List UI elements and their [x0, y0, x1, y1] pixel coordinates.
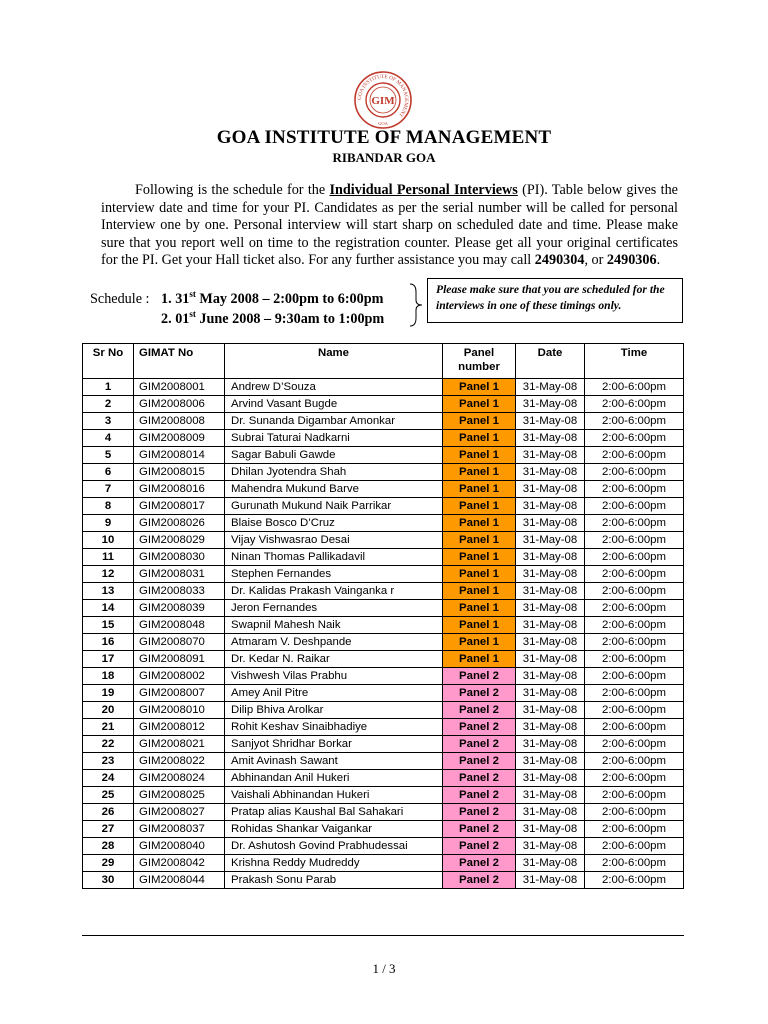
table-row [83, 430, 684, 447]
cell-time: 2:00-6:00pm [585, 804, 684, 821]
cell-name: Ninan Thomas Pallikadavil [225, 549, 443, 566]
cell-gimat: GIM2008015 [134, 464, 225, 481]
cell-name: Andrew D’Souza [225, 379, 443, 396]
cell-date: 31-May-08 [516, 736, 585, 753]
cell-gimat: GIM2008033 [134, 583, 225, 600]
cell-sr: 2 [83, 396, 134, 413]
cell-gimat: GIM2008021 [134, 736, 225, 753]
cell-name: Vishwesh Vilas Prabhu [225, 668, 443, 685]
cell-name: Prakash Sonu Parab [225, 872, 443, 889]
cell-time: 2:00-6:00pm [585, 685, 684, 702]
cell-gimat: GIM2008040 [134, 838, 225, 855]
logo-place: GOA [378, 121, 388, 126]
cell-time: 2:00-6:00pm [585, 583, 684, 600]
cell-date: 31-May-08 [516, 855, 585, 872]
logo-ring-text: GOA INSTITUTE OF MANAGEMENT [356, 73, 410, 118]
cell-panel: Panel 1 [443, 430, 516, 447]
cell-gimat: GIM2008026 [134, 515, 225, 532]
cell-gimat: GIM2008042 [134, 855, 225, 872]
cell-gimat: GIM2008039 [134, 600, 225, 617]
cell-sr: 3 [83, 413, 134, 430]
cell-gimat: GIM2008027 [134, 804, 225, 821]
cell-panel: Panel 1 [443, 396, 516, 413]
cell-name: Stephen Fernandes [225, 566, 443, 583]
cell-name: Dr. Sunanda Digambar Amonkar [225, 413, 443, 430]
schedule-item-2: 2. 01st June 2008 – 9:30am to 1:00pm [161, 309, 385, 327]
cell-date: 31-May-08 [516, 821, 585, 838]
cell-name: Swapnil Mahesh Naik [225, 617, 443, 634]
intro-paragraph [101, 182, 678, 270]
cell-gimat: GIM2008024 [134, 770, 225, 787]
cell-gimat: GIM2008025 [134, 787, 225, 804]
schedule-brace [408, 280, 426, 330]
table-row [83, 821, 684, 838]
cell-sr: 24 [83, 770, 134, 787]
cell-sr: 18 [83, 668, 134, 685]
cell-sr: 28 [83, 838, 134, 855]
cell-gimat: GIM2008022 [134, 753, 225, 770]
cell-panel: Panel 1 [443, 617, 516, 634]
cell-sr: 14 [83, 600, 134, 617]
cell-name: Gurunath Mukund Naik Parrikar [225, 498, 443, 515]
cell-panel: Panel 2 [443, 804, 516, 821]
table-row [83, 651, 684, 668]
cell-panel: Panel 1 [443, 634, 516, 651]
cell-sr: 7 [83, 481, 134, 498]
footer-rule [82, 935, 684, 936]
table-row [83, 413, 684, 430]
cell-gimat: GIM2008007 [134, 685, 225, 702]
col-header-panel: Panel number [443, 344, 516, 379]
cell-date: 31-May-08 [516, 872, 585, 889]
col-header-time: Time [585, 344, 684, 379]
cell-panel: Panel 1 [443, 413, 516, 430]
cell-name: Mahendra Mukund Barve [225, 481, 443, 498]
cell-sr: 1 [83, 379, 134, 396]
cell-panel: Panel 1 [443, 583, 516, 600]
cell-gimat: GIM2008009 [134, 430, 225, 447]
cell-time: 2:00-6:00pm [585, 719, 684, 736]
cell-name: Jeron Fernandes [225, 600, 443, 617]
cell-gimat: GIM2008070 [134, 634, 225, 651]
cell-sr: 22 [83, 736, 134, 753]
institute-title: GOA INSTITUTE OF MANAGEMENT [216, 127, 552, 148]
cell-sr: 5 [83, 447, 134, 464]
cell-panel: Panel 2 [443, 685, 516, 702]
cell-name: Dr. Kedar N. Raikar [225, 651, 443, 668]
schedule-label: Schedule : [90, 291, 150, 307]
cell-name: Atmaram V. Deshpande [225, 634, 443, 651]
cell-time: 2:00-6:00pm [585, 498, 684, 515]
cell-panel: Panel 2 [443, 770, 516, 787]
cell-time: 2:00-6:00pm [585, 753, 684, 770]
cell-panel: Panel 1 [443, 651, 516, 668]
cell-sr: 9 [83, 515, 134, 532]
cell-time: 2:00-6:00pm [585, 413, 684, 430]
gim-logo [353, 70, 413, 130]
cell-sr: 11 [83, 549, 134, 566]
cell-time: 2:00-6:00pm [585, 838, 684, 855]
col-header-gimat: GIMAT No [134, 344, 225, 379]
col-header-sr: Sr No [83, 344, 134, 379]
table-row [83, 855, 684, 872]
cell-name: Krishna Reddy Mudreddy [225, 855, 443, 872]
table-row [83, 396, 684, 413]
cell-time: 2:00-6:00pm [585, 549, 684, 566]
cell-name: Dr. Ashutosh Govind Prabhudessai [225, 838, 443, 855]
cell-panel: Panel 1 [443, 515, 516, 532]
cell-gimat: GIM2008030 [134, 549, 225, 566]
cell-gimat: GIM2008017 [134, 498, 225, 515]
cell-gimat: GIM2008008 [134, 413, 225, 430]
cell-name: Amey Anil Pitre [225, 685, 443, 702]
cell-date: 31-May-08 [516, 651, 585, 668]
cell-time: 2:00-6:00pm [585, 396, 684, 413]
cell-date: 31-May-08 [516, 498, 585, 515]
cell-panel: Panel 1 [443, 481, 516, 498]
table-row [83, 379, 684, 396]
cell-sr: 8 [83, 498, 134, 515]
cell-time: 2:00-6:00pm [585, 430, 684, 447]
cell-sr: 25 [83, 787, 134, 804]
col-header-date: Date [516, 344, 585, 379]
cell-gimat: GIM2008014 [134, 447, 225, 464]
cell-time: 2:00-6:00pm [585, 634, 684, 651]
cell-sr: 15 [83, 617, 134, 634]
cell-time: 2:00-6:00pm [585, 872, 684, 889]
cell-gimat: GIM2008012 [134, 719, 225, 736]
cell-name: Dr. Kalidas Prakash Vainganka r [225, 583, 443, 600]
cell-sr: 20 [83, 702, 134, 719]
cell-date: 31-May-08 [516, 617, 585, 634]
intro-highlight: Individual Personal Interviews [329, 182, 518, 198]
table-row [83, 515, 684, 532]
table-row [83, 702, 684, 719]
table-header-row [83, 344, 684, 379]
table-row [83, 719, 684, 736]
cell-date: 31-May-08 [516, 804, 585, 821]
cell-time: 2:00-6:00pm [585, 566, 684, 583]
cell-panel: Panel 2 [443, 821, 516, 838]
cell-sr: 30 [83, 872, 134, 889]
cell-date: 31-May-08 [516, 770, 585, 787]
cell-panel: Panel 1 [443, 498, 516, 515]
table-row [83, 804, 684, 821]
interview-schedule-table [82, 343, 684, 889]
cell-panel: Panel 2 [443, 719, 516, 736]
phone-number-1: 2490304 [534, 252, 585, 269]
cell-time: 2:00-6:00pm [585, 617, 684, 634]
cell-panel: Panel 1 [443, 600, 516, 617]
cell-date: 31-May-08 [516, 413, 585, 430]
cell-gimat: GIM2008031 [134, 566, 225, 583]
cell-time: 2:00-6:00pm [585, 821, 684, 838]
intro-sep: , or [584, 252, 607, 269]
cell-date: 31-May-08 [516, 668, 585, 685]
cell-sr: 6 [83, 464, 134, 481]
cell-panel: Panel 2 [443, 855, 516, 872]
cell-date: 31-May-08 [516, 379, 585, 396]
cell-sr: 19 [83, 685, 134, 702]
table-row [83, 685, 684, 702]
cell-date: 31-May-08 [516, 430, 585, 447]
table-row [83, 583, 684, 600]
cell-date: 31-May-08 [516, 515, 585, 532]
cell-panel: Panel 2 [443, 872, 516, 889]
cell-panel: Panel 2 [443, 702, 516, 719]
table-row [83, 600, 684, 617]
table-row [83, 464, 684, 481]
cell-panel: Panel 1 [443, 549, 516, 566]
table-row [83, 447, 684, 464]
cell-gimat: GIM2008006 [134, 396, 225, 413]
table-row [83, 838, 684, 855]
cell-date: 31-May-08 [516, 583, 585, 600]
cell-sr: 10 [83, 532, 134, 549]
cell-date: 31-May-08 [516, 396, 585, 413]
cell-time: 2:00-6:00pm [585, 447, 684, 464]
intro-end: . [656, 252, 661, 269]
table-row [83, 736, 684, 753]
intro-text-2: (PI). Table below gives the interview date and time for your PI. Candidates as per the serial number will be called for personal Interview one by one. Personal interview will start sharp on scheduled date and time. Please make sure that you report well on time to the registration counter. Please get all your original certificates for the PI. Get your Hall ticket also. For any further assistance you may call [101, 182, 678, 269]
table-row [83, 481, 684, 498]
cell-date: 31-May-08 [516, 702, 585, 719]
cell-date: 31-May-08 [516, 464, 585, 481]
cell-date: 31-May-08 [516, 753, 585, 770]
cell-panel: Panel 2 [443, 787, 516, 804]
cell-sr: 12 [83, 566, 134, 583]
cell-sr: 16 [83, 634, 134, 651]
cell-name: Dhilan Jyotendra Shah [225, 464, 443, 481]
schedule-block [90, 289, 384, 329]
cell-date: 31-May-08 [516, 549, 585, 566]
table-row [83, 872, 684, 889]
cell-gimat: GIM2008029 [134, 532, 225, 549]
table-row [83, 532, 684, 549]
table-row [83, 634, 684, 651]
cell-panel: Panel 1 [443, 532, 516, 549]
cell-date: 31-May-08 [516, 719, 585, 736]
cell-time: 2:00-6:00pm [585, 515, 684, 532]
cell-date: 31-May-08 [516, 566, 585, 583]
cell-panel: Panel 1 [443, 447, 516, 464]
cell-time: 2:00-6:00pm [585, 736, 684, 753]
cell-date: 31-May-08 [516, 838, 585, 855]
cell-time: 2:00-6:00pm [585, 668, 684, 685]
page-number: 1 / 3 [372, 961, 396, 976]
cell-panel: Panel 2 [443, 668, 516, 685]
cell-date: 31-May-08 [516, 685, 585, 702]
cell-gimat: GIM2008002 [134, 668, 225, 685]
logo-monogram: GIM [371, 95, 395, 107]
cell-panel: Panel 2 [443, 753, 516, 770]
cell-name: Vijay Vishwasrao Desai [225, 532, 443, 549]
cell-time: 2:00-6:00pm [585, 464, 684, 481]
cell-gimat: GIM2008010 [134, 702, 225, 719]
cell-name: Blaise Bosco D’Cruz [225, 515, 443, 532]
cell-date: 31-May-08 [516, 787, 585, 804]
col-header-name: Name [225, 344, 443, 379]
intro-text-1: Following is the schedule for the [135, 182, 330, 198]
cell-gimat: GIM2008016 [134, 481, 225, 498]
cell-date: 31-May-08 [516, 532, 585, 549]
cell-name: Sagar Babuli Gawde [225, 447, 443, 464]
cell-name: Abhinandan Anil Hukeri [225, 770, 443, 787]
cell-gimat: GIM2008048 [134, 617, 225, 634]
table-row [83, 617, 684, 634]
table-row [83, 770, 684, 787]
cell-panel: Panel 1 [443, 379, 516, 396]
cell-name: Subrai Taturai Nadkarni [225, 430, 443, 447]
table-row [83, 753, 684, 770]
cell-sr: 4 [83, 430, 134, 447]
cell-sr: 23 [83, 753, 134, 770]
cell-name: Sanjyot Shridhar Borkar [225, 736, 443, 753]
cell-time: 2:00-6:00pm [585, 651, 684, 668]
cell-gimat: GIM2008044 [134, 872, 225, 889]
cell-sr: 27 [83, 821, 134, 838]
phone-number-2: 2490306 [606, 252, 657, 269]
cell-sr: 17 [83, 651, 134, 668]
cell-gimat: GIM2008091 [134, 651, 225, 668]
cell-name: Amit Avinash Sawant [225, 753, 443, 770]
cell-gimat: GIM2008037 [134, 821, 225, 838]
table-row [83, 498, 684, 515]
cell-name: Pratap alias Kaushal Bal Sahakari [225, 804, 443, 821]
cell-time: 2:00-6:00pm [585, 770, 684, 787]
cell-name: Rohidas Shankar Vaigankar [225, 821, 443, 838]
cell-time: 2:00-6:00pm [585, 532, 684, 549]
table-row [83, 566, 684, 583]
table-row [83, 668, 684, 685]
cell-name: Vaishali Abhinandan Hukeri [225, 787, 443, 804]
table-row [83, 787, 684, 804]
cell-sr: 21 [83, 719, 134, 736]
cell-time: 2:00-6:00pm [585, 787, 684, 804]
cell-name: Rohit Keshav Sinaibhadiye [225, 719, 443, 736]
institute-subtitle: RIBANDAR GOA [332, 150, 436, 165]
timing-note-box: Please make sure that you are scheduled for the interviews in one of these timings only. [427, 278, 683, 323]
cell-name: Dilip Bhiva Arolkar [225, 702, 443, 719]
cell-sr: 13 [83, 583, 134, 600]
cell-time: 2:00-6:00pm [585, 379, 684, 396]
cell-name: Arvind Vasant Bugde [225, 396, 443, 413]
cell-sr: 26 [83, 804, 134, 821]
cell-date: 31-May-08 [516, 634, 585, 651]
cell-sr: 29 [83, 855, 134, 872]
cell-panel: Panel 2 [443, 838, 516, 855]
cell-date: 31-May-08 [516, 481, 585, 498]
table-row [83, 549, 684, 566]
cell-time: 2:00-6:00pm [585, 600, 684, 617]
cell-gimat: GIM2008001 [134, 379, 225, 396]
cell-panel: Panel 2 [443, 736, 516, 753]
cell-date: 31-May-08 [516, 447, 585, 464]
cell-date: 31-May-08 [516, 600, 585, 617]
schedule-item-1: 1. 31st May 2008 – 2:00pm to 6:00pm [161, 289, 384, 307]
cell-time: 2:00-6:00pm [585, 855, 684, 872]
cell-panel: Panel 1 [443, 464, 516, 481]
cell-time: 2:00-6:00pm [585, 481, 684, 498]
cell-time: 2:00-6:00pm [585, 702, 684, 719]
cell-panel: Panel 1 [443, 566, 516, 583]
